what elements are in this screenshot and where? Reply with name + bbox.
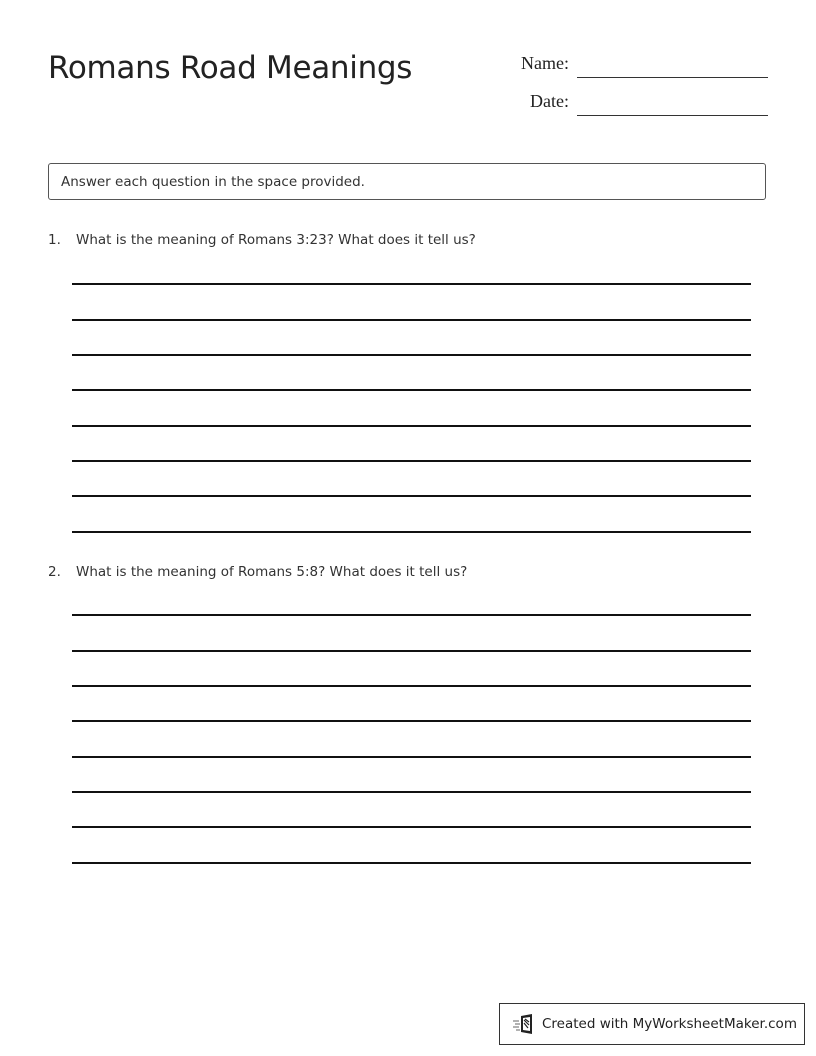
answer-line[interactable] xyxy=(72,826,751,828)
answer-line[interactable] xyxy=(72,354,751,356)
question-text: What is the meaning of Romans 3:23? What does it tell us? xyxy=(76,232,476,248)
answer-line[interactable] xyxy=(72,495,751,497)
name-label: Name: xyxy=(521,53,569,73)
answer-line[interactable] xyxy=(72,614,751,616)
question-header xyxy=(48,231,768,249)
question-number: 2. xyxy=(48,564,61,580)
date-field[interactable] xyxy=(509,90,768,112)
question-header xyxy=(48,563,768,581)
worksheet-maker-logo-icon xyxy=(512,1013,536,1035)
name-field[interactable] xyxy=(509,52,768,74)
question-text: What is the meaning of Romans 5:8? What does it tell us? xyxy=(76,564,468,580)
answer-line[interactable] xyxy=(72,862,751,864)
answer-line[interactable] xyxy=(72,791,751,793)
instructions-box xyxy=(48,163,766,200)
footer-badge[interactable] xyxy=(499,1003,805,1045)
answer-line[interactable] xyxy=(72,389,751,391)
answer-line[interactable] xyxy=(72,283,751,285)
answer-line[interactable] xyxy=(72,720,751,722)
question-1 xyxy=(48,231,768,249)
date-line[interactable] xyxy=(577,115,768,116)
date-label: Date: xyxy=(530,91,569,111)
question-number: 1. xyxy=(48,232,61,248)
answer-line[interactable] xyxy=(72,531,751,533)
instructions-text: Answer each question in the space provided. xyxy=(61,173,365,190)
answer-line[interactable] xyxy=(72,685,751,687)
answer-line[interactable] xyxy=(72,425,751,427)
name-line[interactable] xyxy=(577,77,768,78)
answer-line[interactable] xyxy=(72,756,751,758)
answer-line[interactable] xyxy=(72,650,751,652)
worksheet-title: Romans Road Meanings xyxy=(48,50,413,86)
question-2 xyxy=(48,563,768,581)
answer-line[interactable] xyxy=(72,319,751,321)
answer-line[interactable] xyxy=(72,460,751,462)
footer-text: Created with MyWorksheetMaker.com xyxy=(542,1016,797,1032)
